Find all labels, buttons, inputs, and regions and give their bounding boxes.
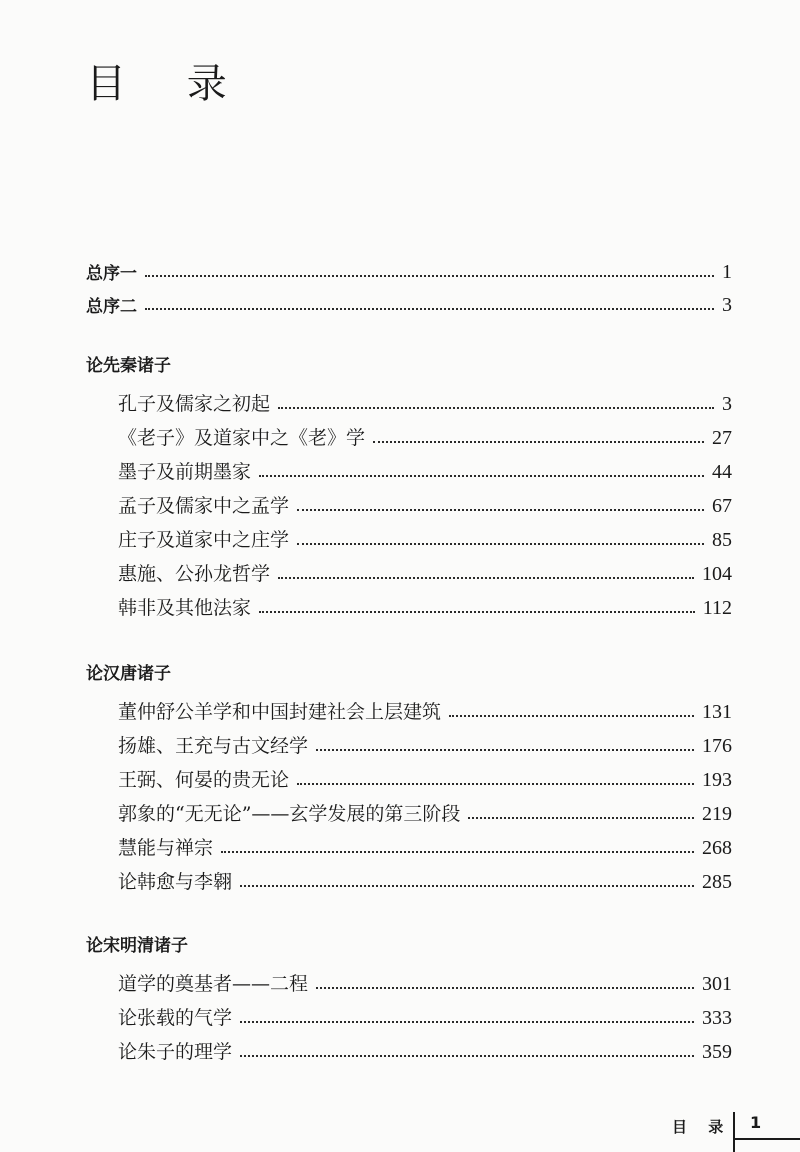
toc-leader-dots xyxy=(373,441,704,443)
toc-entry[interactable] xyxy=(118,416,732,450)
toc-entry-front-1[interactable] xyxy=(86,250,732,284)
toc-leader-dots xyxy=(278,407,714,409)
toc-entry[interactable] xyxy=(118,518,732,552)
toc-entry-title: 论朱子的理学 xyxy=(118,1041,233,1063)
toc-leader-dots xyxy=(240,1021,694,1023)
toc-leader-dots xyxy=(145,308,714,310)
toc-entry-title: 惠施、公孙龙哲学 xyxy=(118,563,271,585)
toc-entry-title: 论张载的气学 xyxy=(118,1007,233,1029)
toc-leader-dots xyxy=(316,749,694,751)
toc-entry[interactable] xyxy=(118,586,732,620)
toc-entry-page: 27 xyxy=(712,427,732,449)
toc-entry[interactable] xyxy=(118,450,732,484)
toc-leader-dots xyxy=(221,851,694,853)
toc-entry-title: 总序一 xyxy=(86,264,137,284)
section-heading-han-tang: 论汉唐诸子 xyxy=(86,664,171,684)
section-heading-pre-qin: 论先秦诸子 xyxy=(86,356,171,376)
toc-entry[interactable] xyxy=(118,484,732,518)
toc-entry-title: 扬雄、王充与古文经学 xyxy=(118,735,309,757)
toc-entry-page: 3 xyxy=(722,393,732,415)
toc-leader-dots xyxy=(297,543,704,545)
toc-entry-page: 359 xyxy=(702,1041,732,1063)
toc-entry-page: 193 xyxy=(702,769,732,791)
toc-entry-title: 孟子及儒家中之孟学 xyxy=(118,495,290,517)
page-title: 目 录 xyxy=(86,61,251,107)
toc-entry-title: 郭象的“无无论”——玄学发展的第三阶段 xyxy=(118,803,461,825)
toc-entry-front-2[interactable] xyxy=(86,283,732,317)
toc-entry-page: 44 xyxy=(712,461,732,483)
toc-entry-page: 268 xyxy=(702,837,732,859)
toc-leader-dots xyxy=(316,987,694,989)
toc-entry-page: 67 xyxy=(712,495,732,517)
toc-leader-dots xyxy=(449,715,694,717)
toc-entry-page: 176 xyxy=(702,735,732,757)
toc-entry-title: 论韩愈与李翱 xyxy=(118,871,233,893)
toc-entry-page: 85 xyxy=(712,529,732,551)
section-heading-song-ming-qing: 论宋明清诸子 xyxy=(86,936,188,956)
toc-leader-dots xyxy=(259,611,695,613)
toc-entry-title: 王弼、何晏的贵无论 xyxy=(118,769,290,791)
toc-entry-title: 道学的奠基者——二程 xyxy=(118,973,309,995)
toc-entry[interactable] xyxy=(118,996,732,1030)
toc-entry-page: 333 xyxy=(702,1007,732,1029)
running-footer-title: 目 录 xyxy=(672,1118,732,1136)
toc-entry-title: 董仲舒公羊学和中国封建社会上层建筑 xyxy=(118,701,442,723)
toc-entry-title: 《老子》及道家中之《老》学 xyxy=(118,427,366,449)
toc-entry-page: 301 xyxy=(702,973,732,995)
toc-entry-page: 219 xyxy=(702,803,732,825)
toc-entry-title: 总序二 xyxy=(86,297,137,317)
toc-entry[interactable] xyxy=(118,758,732,792)
toc-entry-page: 3 xyxy=(722,294,732,316)
toc-leader-dots xyxy=(240,1055,694,1057)
toc-entry-title: 庄子及道家中之庄学 xyxy=(118,529,290,551)
toc-entry-title: 慧能与禅宗 xyxy=(118,837,214,859)
toc-leader-dots xyxy=(297,783,694,785)
page-number: 1 xyxy=(750,1113,762,1132)
toc-leader-dots xyxy=(468,817,694,819)
toc-leader-dots xyxy=(278,577,694,579)
toc-entry-title: 墨子及前期墨家 xyxy=(118,461,252,483)
toc-leader-dots xyxy=(240,885,694,887)
toc-leader-dots xyxy=(297,509,704,511)
toc-entry-title: 孔子及儒家之初起 xyxy=(118,393,271,415)
toc-entry-page: 112 xyxy=(702,597,732,619)
toc-entry-page: 1 xyxy=(722,261,732,283)
footer-divider xyxy=(733,1112,735,1152)
toc-entry[interactable] xyxy=(118,962,732,996)
toc-entry-title: 韩非及其他法家 xyxy=(118,597,252,619)
toc-leader-dots xyxy=(145,275,714,277)
toc-entry[interactable] xyxy=(118,690,732,724)
toc-entry[interactable] xyxy=(118,1030,732,1064)
toc-entry[interactable] xyxy=(118,792,732,826)
toc-entry-page: 131 xyxy=(702,701,732,723)
toc-entry-page: 285 xyxy=(702,871,732,893)
toc-entry[interactable] xyxy=(118,552,732,586)
toc-entry[interactable] xyxy=(118,860,732,894)
toc-entry-page: 104 xyxy=(702,563,732,585)
toc-entry[interactable] xyxy=(118,724,732,758)
toc-entry[interactable] xyxy=(118,826,732,860)
footer-rule xyxy=(733,1138,800,1140)
toc-leader-dots xyxy=(259,475,704,477)
toc-entry[interactable] xyxy=(118,382,732,416)
